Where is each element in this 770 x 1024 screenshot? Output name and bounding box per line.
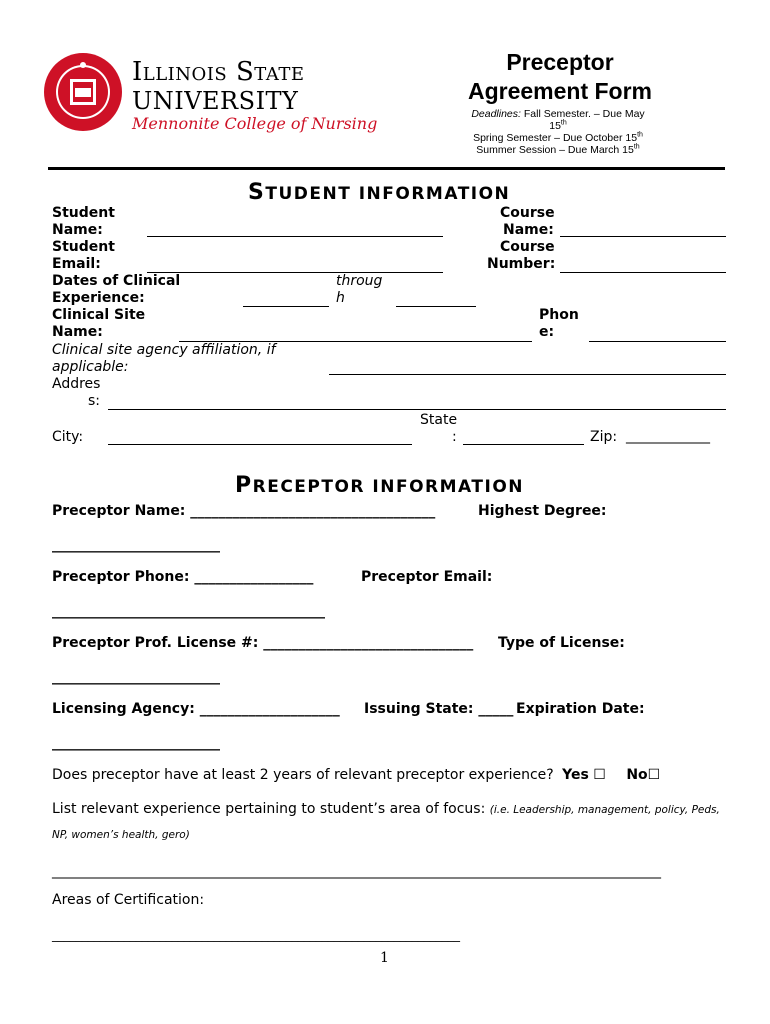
relevant-experience-text: List relevant experience pertaining to student’s area of focus: [52, 801, 486, 817]
dates-start-field[interactable] [243, 306, 329, 307]
label-line: Addres [52, 376, 101, 392]
label-line: Clinical Site [52, 307, 146, 323]
relevant-experience-field[interactable]: _______________________________________________________________________________________ [52, 863, 661, 879]
label-line: Dates of Clinical [52, 273, 181, 289]
label-line: Name: [52, 324, 103, 340]
dates-end-field[interactable] [396, 306, 476, 307]
deadline-summer [448, 144, 668, 156]
form-title-line1: Preceptor [506, 49, 614, 75]
preceptor-email-label: Preceptor Email: [361, 569, 493, 585]
label-line: applicable: [52, 359, 129, 375]
form-title [440, 48, 680, 106]
site-name-label [52, 307, 145, 341]
deadline-spring-text: Spring Semester – Due October 15 [473, 132, 638, 144]
label-line: Student [52, 239, 115, 255]
affiliation-label [52, 342, 276, 376]
course-name-label [500, 205, 555, 239]
relevant-examples: (i.e. Leadership, management, policy, Peds, [489, 804, 720, 816]
section-title-rest: RECEPTOR INFORMATION [252, 477, 524, 497]
city-field[interactable] [108, 444, 412, 445]
section-title-cap: S [248, 180, 266, 205]
course-name-field[interactable] [560, 236, 726, 237]
issuing-state-field[interactable]: Issuing State: _____ [364, 701, 514, 717]
highest-degree-field[interactable]: ________________________ [52, 537, 220, 553]
address-label [52, 376, 100, 410]
student-email-field[interactable] [147, 272, 443, 273]
certification-field[interactable]: ____________________________________________________________________ [52, 928, 460, 942]
course-number-field[interactable] [560, 272, 726, 273]
form-title-line2: Agreement Form [467, 78, 653, 104]
deadline-summer-text: Summer Session – Due March 15 [476, 144, 634, 156]
yes-checkbox[interactable]: ☐ [593, 767, 606, 783]
preceptor-phone-field[interactable]: Preceptor Phone: _________________ [52, 569, 314, 585]
student-name-label [52, 205, 115, 239]
label-line: h [336, 290, 345, 306]
dates-label [52, 273, 180, 307]
address-field[interactable] [108, 409, 726, 410]
header-divider [48, 167, 725, 170]
yes-label: Yes [562, 767, 589, 783]
licensing-agency-field[interactable]: Licensing Agency: ____________________ [52, 701, 340, 717]
label-line: Name: [52, 222, 103, 238]
deadline-fall [448, 108, 668, 120]
label-line: Number: [487, 256, 556, 272]
certification-label: Areas of Certification: [52, 892, 205, 908]
preceptor-section-title [235, 473, 524, 498]
university-seal-icon [43, 52, 123, 132]
deadline-fall-day-value: 15 [549, 120, 561, 132]
ordinal-suffix: th [637, 131, 643, 139]
expiration-date-field[interactable]: ________________________ [52, 735, 220, 751]
state-label [420, 412, 457, 446]
label-line: Student [52, 205, 115, 221]
deadlines-label: Deadlines: [471, 108, 521, 120]
ordinal-suffix: th [560, 119, 567, 127]
expiration-date-label: Expiration Date: [516, 701, 645, 717]
through-label [336, 273, 382, 307]
student-email-label [52, 239, 115, 273]
ordinal-suffix: th [633, 143, 640, 151]
label-line: Experience: [52, 290, 145, 306]
no-checkbox[interactable]: ☐ [647, 767, 661, 783]
label-line: Course [500, 239, 555, 255]
preceptor-name-field[interactable]: Preceptor Name: ___________________________________ [52, 503, 436, 519]
page-number: 1 [380, 950, 389, 966]
label-line: throug [336, 273, 383, 289]
university-name-line2: UNIVERSITY [132, 87, 299, 115]
label-line: Name: [503, 222, 554, 238]
site-phone-label [539, 307, 579, 341]
label-line: e: [539, 324, 555, 340]
label-line: State [420, 412, 458, 428]
section-title-cap: P [235, 473, 253, 498]
label-line: Email: [52, 256, 101, 272]
section-title-rest: TUDENT INFORMATION [265, 184, 511, 204]
zip-field[interactable]: ____________ [626, 428, 710, 444]
site-phone-field[interactable] [589, 341, 726, 342]
label-line: Clinical site agency affiliation, if [52, 342, 276, 358]
preceptor-email-field[interactable]: _______________________________________ [52, 603, 325, 619]
label-line: : [452, 429, 457, 445]
state-field[interactable] [463, 444, 584, 445]
license-type-field[interactable]: ________________________ [52, 669, 220, 685]
no-label: No [626, 767, 648, 783]
student-section-title [248, 180, 510, 205]
university-name-line1: Illinois State [132, 57, 305, 87]
student-name-field[interactable] [147, 236, 443, 237]
experience-question-text: Does preceptor have at least 2 years of relevant preceptor experience? [52, 767, 554, 783]
label-line: Phon [539, 307, 579, 323]
highest-degree-label: Highest Degree: [478, 503, 607, 519]
label-line: Course [500, 205, 555, 221]
deadline-fall-text: Fall Semester. – Due May [520, 108, 645, 120]
relevant-examples-line2: NP, women’s health, gero) [52, 829, 190, 841]
experience-question [52, 767, 660, 784]
zip-label: Zip: [590, 429, 618, 445]
relevant-experience [52, 801, 732, 819]
label-line: s: [88, 393, 101, 409]
license-type-label: Type of License: [498, 635, 625, 651]
college-name: Mennonite College of Nursing [132, 114, 378, 133]
course-number-label [487, 239, 555, 273]
city-label: City: [52, 429, 84, 445]
deadline-spring [448, 132, 668, 144]
affiliation-field[interactable] [329, 374, 726, 375]
deadline-fall-day [448, 120, 668, 132]
license-number-field[interactable]: Preceptor Prof. License #: ______________________________ [52, 635, 474, 651]
